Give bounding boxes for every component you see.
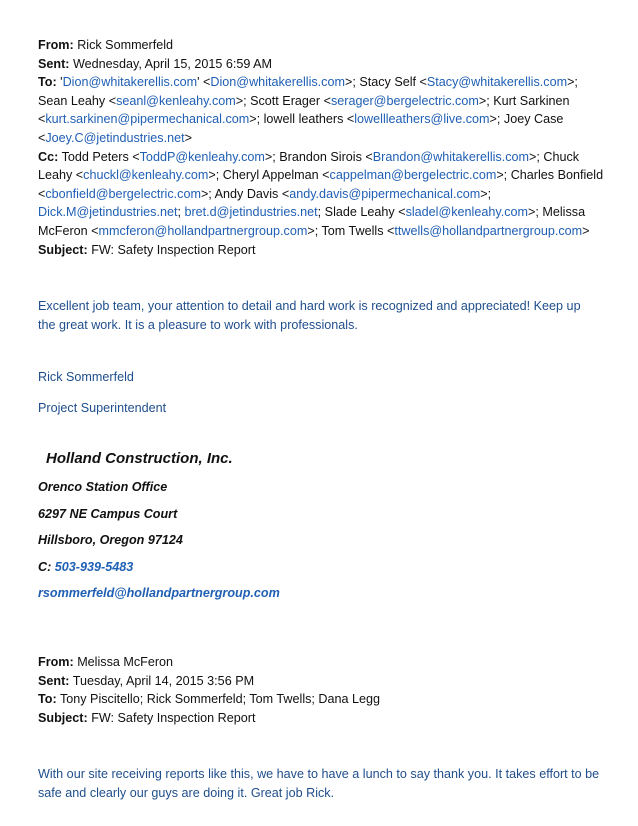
subject-value-2: FW: Safety Inspection Report — [91, 710, 256, 725]
recipient — [264, 112, 504, 126]
recipient-display-link[interactable]: Dion@whitakerellis.com — [62, 75, 198, 90]
recipient — [250, 94, 493, 108]
recipient-name: Todd Peters < — [61, 149, 140, 164]
recipient — [62, 150, 280, 164]
recipient-separator: > — [184, 130, 192, 145]
from-label-2: From: — [38, 655, 74, 670]
phone-link[interactable]: 503-939-5483 — [54, 559, 134, 574]
phone-label: C: — [38, 559, 52, 574]
recipient-email-link[interactable]: kurt.sarkinen@pipermechanical.com — [45, 112, 250, 127]
sent-label-2: Sent: — [38, 673, 70, 688]
recipient-email-link[interactable]: Stacy@whitakerellis.com — [426, 75, 568, 90]
recipient-separator: > — [582, 223, 590, 238]
subject-line-2 — [38, 709, 604, 728]
email1-header — [38, 36, 604, 259]
recipient-email-link[interactable]: serager@bergelectric.com — [330, 93, 479, 108]
recipient — [38, 205, 184, 219]
recipient-separator: >; — [344, 75, 360, 90]
subject-label-2: Subject: — [38, 710, 88, 725]
recipient-separator: >; — [528, 205, 543, 220]
recipient-separator: >; — [529, 149, 544, 164]
recipient-name: Tom Twells < — [321, 223, 395, 238]
email1-body: Excellent job team, your attention to detail and hard work is recognized and appreciated! Keep up the great work. It is a pleasure to work with professionals. — [38, 299, 581, 332]
recipient-name: Kurt Sarkinen < — [38, 93, 570, 127]
recipient-name: Sean Leahy < — [38, 93, 117, 108]
recipient-separator: >; — [496, 168, 511, 183]
cc-line — [38, 148, 604, 241]
subject-line — [38, 241, 604, 260]
from-value: Rick Sommerfeld — [77, 38, 174, 52]
sent-label: Sent: — [38, 56, 70, 71]
recipient — [359, 75, 578, 89]
email-page — [38, 36, 604, 803]
recipient-separator: >; — [264, 149, 280, 164]
from-label: From: — [38, 38, 74, 52]
signature-email-link[interactable]: rsommerfeld@hollandpartnergroup.com — [38, 586, 280, 601]
sent-line — [38, 55, 604, 74]
email2-header — [38, 653, 604, 727]
recipient — [60, 75, 359, 89]
cc-label: Cc: — [38, 149, 59, 164]
recipient-email-link[interactable]: ToddP@kenleahy.com — [139, 149, 265, 164]
to-line-2 — [38, 690, 604, 709]
recipient-email-link[interactable]: ttwells@hollandpartnergroup.com — [394, 223, 583, 238]
recipient-separator: ; — [177, 205, 185, 220]
recipient-email-link[interactable]: mmcferon@hollandpartnergroup.com — [98, 223, 308, 238]
recipient-bracket: ' < — [197, 75, 211, 90]
recipient-email-link[interactable]: Joey.C@jetindustries.net — [45, 130, 185, 145]
recipient-separator: >; — [478, 93, 494, 108]
recipient-name: Charles Bonfield < — [38, 168, 604, 201]
recipient — [325, 205, 543, 219]
recipient-separator: >; — [235, 93, 251, 108]
signature-phone — [38, 558, 604, 577]
recipient-separator: >; — [567, 75, 578, 90]
recipient-email-link[interactable]: seanl@kenleahy.com — [116, 93, 236, 108]
recipient-email-link[interactable]: cbonfield@bergelectric.com — [45, 186, 201, 201]
recipient-email-link[interactable]: andy.davis@pipermechanical.com — [289, 186, 481, 201]
recipient-name: Joey Case < — [38, 112, 564, 145]
recipient-name: Cheryl Appelman < — [222, 168, 330, 183]
recipient-separator: >; — [249, 112, 264, 127]
signature-company: Holland Construction, Inc. — [46, 449, 233, 467]
email2-body: With our site receiving reports like this, we have to have a lunch to say thank you. It takes effort to be safe and clearly our guys are doing it. Great job Rick. — [38, 767, 600, 801]
recipient — [223, 168, 511, 182]
sent-value: Wednesday, April 15, 2015 6:59 AM — [72, 56, 273, 71]
to-label-2: To: — [38, 692, 57, 707]
cc-recipients — [38, 150, 603, 238]
recipient — [38, 94, 250, 108]
from-value-2: Melissa McFeron — [77, 655, 174, 670]
sent-value-2: Tuesday, April 14, 2015 3:56 PM — [72, 673, 255, 688]
subject-value: FW: Safety Inspection Report — [91, 242, 256, 257]
to-line — [38, 73, 604, 147]
recipient-name: ' — [60, 75, 63, 90]
recipient-name: Andy Davis < — [214, 186, 290, 201]
from-line-2 — [38, 653, 604, 672]
to-recipients — [38, 75, 578, 145]
signature-city: Hillsboro, Oregon 97124 — [38, 533, 183, 548]
recipient-email-link[interactable]: sladel@kenleahy.com — [405, 205, 529, 220]
subject-label: Subject: — [38, 242, 88, 257]
recipient-separator: >; — [307, 223, 322, 238]
recipient-email-link[interactable]: Dick.M@jetindustries.net — [38, 205, 178, 220]
recipient-email-link[interactable]: bret.d@jetindustries.net — [184, 205, 318, 220]
recipient-name: Chuck Leahy < — [38, 149, 580, 183]
recipient-separator: >; — [208, 168, 223, 183]
signature-name: Rick Sommerfeld — [38, 370, 134, 385]
recipient — [184, 205, 324, 219]
recipient-name: lowell leathers < — [263, 112, 355, 127]
recipient-email-link[interactable]: Brandon@whitakerellis.com — [372, 149, 530, 164]
signature-office: Orenco Station Office — [38, 480, 168, 495]
recipient — [321, 224, 589, 238]
recipient-separator: ; — [317, 205, 325, 220]
recipient-email-link[interactable]: lowellleathers@live.com — [354, 112, 490, 127]
recipient-separator: >; — [480, 186, 492, 201]
recipient-name: Brandon Sirois < — [279, 149, 373, 164]
recipient-name: Stacy Self < — [359, 75, 427, 90]
sent-line-2 — [38, 672, 604, 691]
recipient-separator: >; — [489, 112, 504, 127]
recipient-name: Scott Erager < — [250, 93, 331, 108]
to-value-2: Tony Piscitello; Rick Sommerfeld; Tom Twells; Dana Legg — [59, 692, 381, 707]
recipient — [279, 150, 543, 164]
recipient-email-link[interactable]: chuckl@kenleahy.com — [83, 168, 209, 183]
from-line — [38, 36, 604, 55]
recipient — [215, 187, 491, 201]
recipient-name: Slade Leahy < — [324, 205, 406, 220]
recipient-email-link[interactable]: Dion@whitakerellis.com — [210, 75, 345, 90]
recipient-email-link[interactable]: cappelman@bergelectric.com — [329, 168, 497, 183]
recipient-name: Melissa McFeron < — [38, 205, 586, 238]
signature-title: Project Superintendent — [38, 400, 167, 415]
signature-street: 6297 NE Campus Court — [38, 506, 178, 521]
recipient-separator: >; — [200, 186, 215, 201]
to-label: To: — [38, 75, 57, 90]
